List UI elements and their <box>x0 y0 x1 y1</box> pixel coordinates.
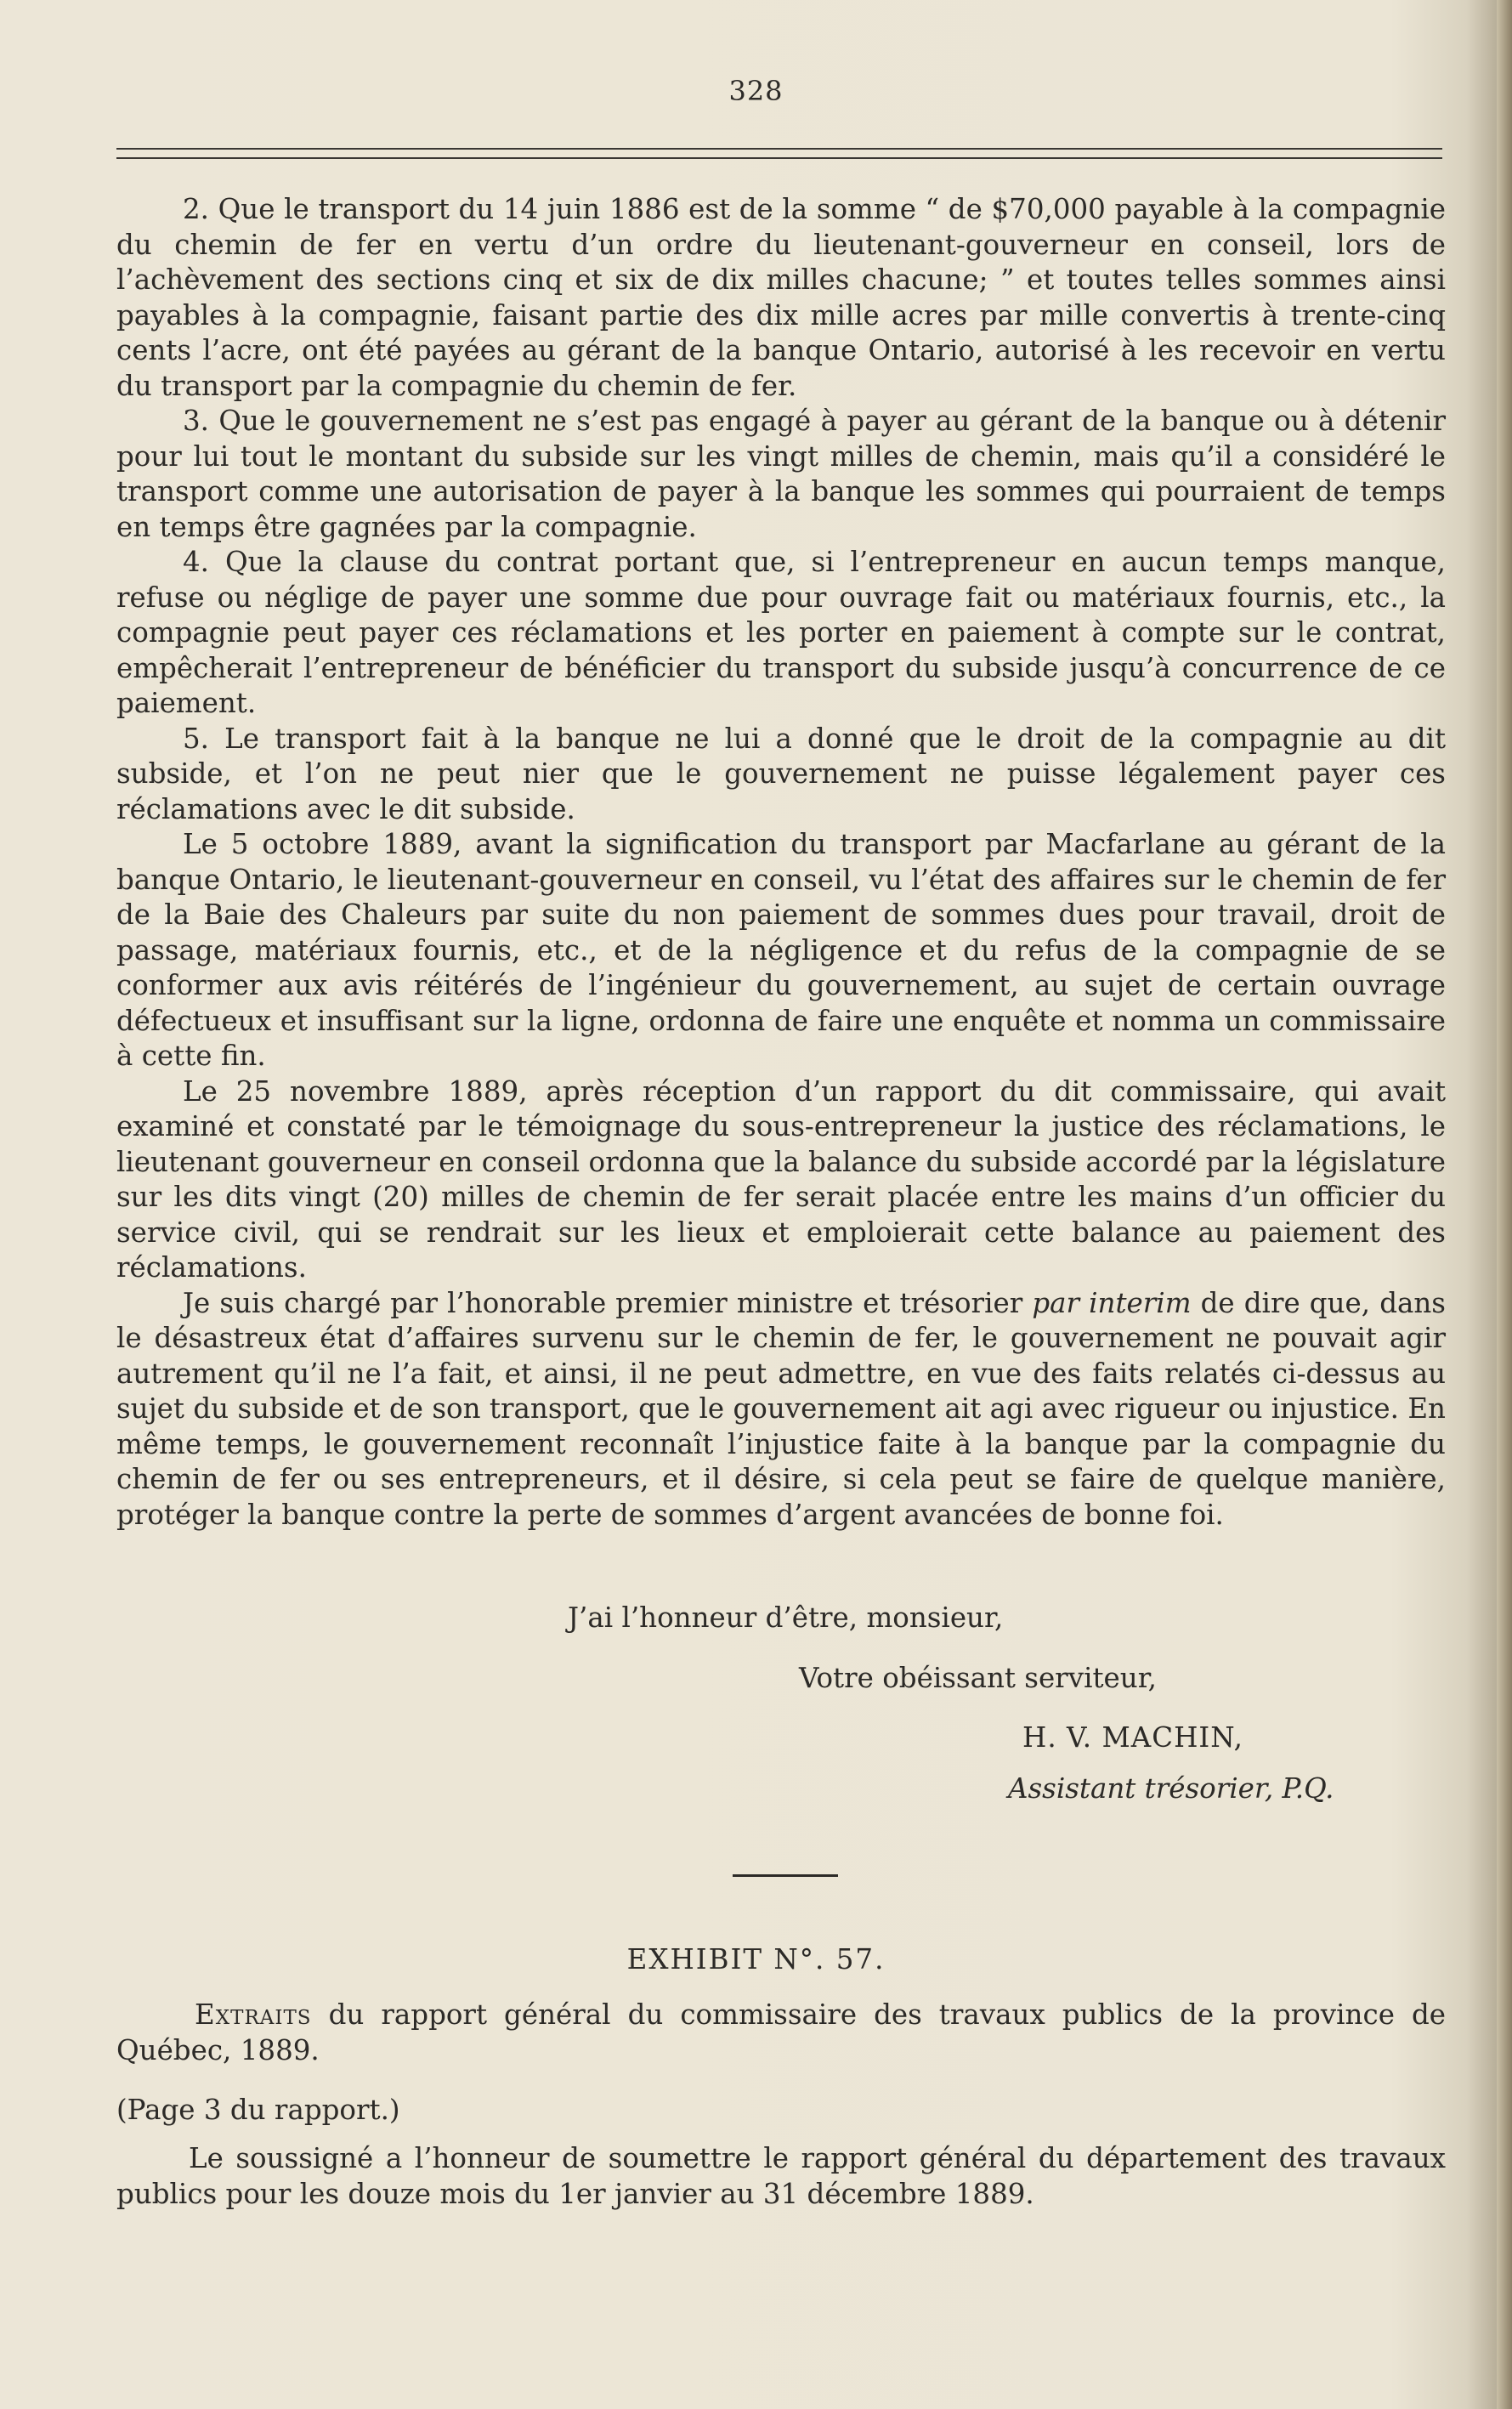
paragraph-text: de dire que, dans le désastreux état d’affaires survenu sur le chemin de fer, le gouvernement ne pouvait agir autrement qu’il ne l’a fait, et ainsi, il ne peut admettre, en vue des faits relatés ci-dessus au sujet du subside et de son transport, que le gouvernement ait agi avec rigueur ou injustice. En même temps, le gouvernement reconnaît l’injustice faite à la banque par la compagnie du chemin de fer ou ses entrepreneurs, et il désire, si cela peut se faire de quelque manière, protéger la banque contre la perte de sommes d’argent avancées de bonne foi. <box>116 1286 1446 1531</box>
paragraph-text: Je suis chargé par l’honorable premier ministre et trésorier <box>183 1286 1033 1319</box>
paragraph: 4. Que la clause du contrat portant que, si l’entrepreneur en aucun temps manque, refuse ou néglige de payer une somme due pour ouvrage fait ou matériaux fournis, etc., la compagnie peut payer ces réclamations et les porter en paiement à compte sur le contrat, empêcherait l’entrepreneur de bénéficier du transport du subside jusqu’à concurrence de ce paiement. <box>116 546 1446 719</box>
page-edge-shadow <box>1497 0 1512 2409</box>
exhibit-heading: EXHIBIT N°. 57. <box>626 1943 886 1975</box>
letter-body <box>116 192 1446 1533</box>
exhibit-intro <box>116 1998 1446 2068</box>
paragraph: 2. Que le transport du 14 juin 1886 est de la somme “ de $70,000 payable à la compagnie du chemin de fer en vertu d’un ordre du lieutenant-gouverneur en conseil, lors de l’achèvement des sections cinq et six de dix milles chacune; ” et toutes telles sommes ainsi payables à la compagnie, faisant partie des dix mille acres par mille convertis à trente-cinq cents l’acre, ont été payées au gérant de la banque Ontario, autorisé à les recevoir en vertu du transport par la compagnie du chemin de fer. <box>116 193 1446 402</box>
paragraph: Le 5 octobre 1889, avant la signification du transport par Macfarlane au gérant de la banque Ontario, le lieutenant-gouverneur en conseil, vu l’état des affaires sur le chemin de fer de la Baie des Chaleurs par suite du non paiement de sommes dues pour travail, droit de passage, matériaux fournis, etc., et de la négligence et du refus de la compagnie de se conformer aux avis réitérés de l’ingénieur du gouvernement, au sujet de certain ouvrage défectueux et insuffisant sur la ligne, ordonna de faire une enquête et nomma un commissaire à cette fin. <box>116 828 1446 1072</box>
italic-phrase: par interim <box>1032 1286 1192 1319</box>
intro-rest: du rapport général du commissaire des travaux publics de la province de Québec, 1889. <box>116 1998 1446 2066</box>
signatory-title: Assistant trésorier, P.Q. <box>1008 1772 1334 1805</box>
exhibit-intro-text <box>116 1998 1446 2068</box>
report-paragraph <box>116 2141 1446 2212</box>
salutation: J’ai l’honneur d’être, monsieur, <box>568 1601 1004 1634</box>
lead-word: Extraits <box>195 1998 312 2031</box>
section-separator <box>733 1874 838 1877</box>
header-rule-second <box>116 157 1442 159</box>
signatory-name: H. V. MACHIN, <box>1022 1721 1243 1754</box>
paragraph: Le 25 novembre 1889, après réception d’un rapport du dit commissaire, qui avait examiné et constaté par le témoignage du sous-entrepreneur la justice des réclamations, le lieutenant gouverneur en conseil ordonna que la balance du subside accordé par la législature sur les dits vingt (20) milles de chemin de fer serait placée entre les mains d’un officier du service civil, qui se rendrait sur les lieux et emploierait cette balance au paiement des réclamations. <box>116 1074 1446 1284</box>
page-number: 328 <box>728 75 784 107</box>
paragraph: 5. Le transport fait à la banque ne lui a donné que le droit de la compagnie au dit subside, et l’on ne peut nier que le gouvernement ne puisse légalement payer ces réclamations avec le dit subside. <box>116 722 1446 825</box>
paragraph: Le soussigné a l’honneur de soumettre le rapport général du département des travaux publics pour les douze mois du 1er janvier au 31 décembre 1889. <box>116 2142 1446 2210</box>
servant-line: Votre obéissant serviteur, <box>799 1662 1157 1694</box>
page-reference: (Page 3 du rapport.) <box>116 2094 400 2126</box>
paragraph: 3. Que le gouvernement ne s’est pas engagé à payer au gérant de la banque ou à détenir pour lui tout le montant du subside sur les vingt milles de chemin, mais qu’il a considéré le transport comme une autorisation de payer à la banque les sommes qui pourraient de temps en temps être gagnées par la compagnie. <box>116 405 1446 543</box>
header-rule <box>116 148 1442 150</box>
paragraph <box>116 1286 1446 1533</box>
